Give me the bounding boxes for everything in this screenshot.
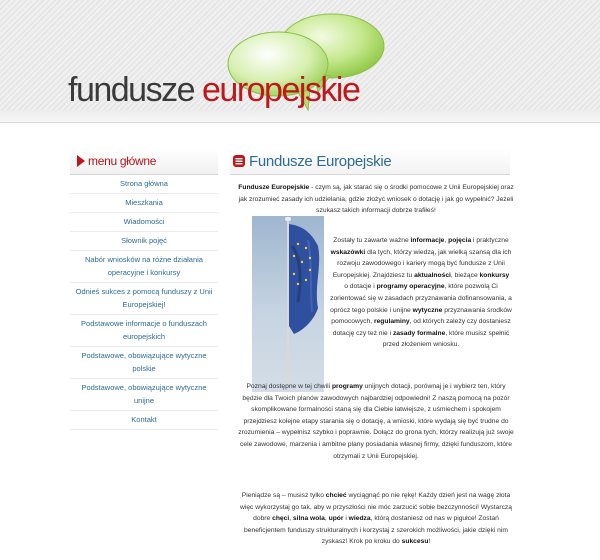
menu-item-basic-info[interactable]: Podstawowe informacje o funduszach europejskich bbox=[70, 315, 218, 347]
text: o dotacje i bbox=[344, 283, 377, 291]
bold-text: wytyczne bbox=[412, 306, 443, 314]
content-header bbox=[230, 148, 510, 175]
bold-text: pojęcia bbox=[448, 237, 472, 244]
bold-text: chcieć bbox=[325, 492, 347, 499]
intro-paragraph bbox=[236, 182, 516, 217]
site-logo[interactable] bbox=[68, 70, 359, 110]
text: Pieniądze są – musisz tylko bbox=[241, 492, 326, 499]
menu-arrow-icon bbox=[76, 155, 86, 167]
bold-text: silna wola bbox=[292, 515, 325, 523]
bold-text: programy bbox=[331, 383, 363, 390]
bold-text: upór bbox=[328, 515, 344, 523]
menu-item-success[interactable]: Odnieś sukces z pomocą funduszy z Unii Europejskiej! bbox=[70, 283, 218, 315]
menu-item-contact[interactable]: Kontakt bbox=[70, 411, 218, 430]
eu-flag-image bbox=[252, 216, 324, 392]
text: , bbox=[324, 515, 329, 523]
text: , bieżące bbox=[450, 271, 480, 279]
text: unijnych dotacji, porównaj je i wybierz ten, który będzie dla Twoich planów zawodowych najbardziej odpowiedni! Z naszą pomocą na pozór skomplikowane formalności staną się dla Ciebie łatwiejsze, z uśmiechem i spokojem przejdziesz kolejne etapy starania się o dotację, a wnioski, które wydają się być trudne do zrozumienia – wypełnisz szybko i poprawnie. Dołącz do grona tych, którzy realizują już swoje cele zawodowe, marzenia i ambitne plany posiadania własnej firmy, dzięki funduszom, które otrzymali z Unii Europejskiej. bbox=[238, 383, 514, 460]
menu-item-eu-guidelines[interactable]: Podstawowe, obowiązujące wytyczne unijne bbox=[70, 379, 218, 411]
text: , które musisz spełnić przed złożeniem wniosku. bbox=[382, 329, 510, 349]
text: , bbox=[289, 515, 293, 523]
menu-title: menu główne bbox=[88, 154, 157, 168]
text: przyznawania środków pomocowych, bbox=[331, 306, 512, 326]
sidebar bbox=[70, 148, 218, 430]
text: , bbox=[444, 237, 449, 244]
menu-item-news[interactable]: Wiadomości bbox=[70, 213, 218, 232]
menu-item-glossary[interactable]: Słownik pojęć bbox=[70, 232, 218, 251]
bold-text: programy operacyjne bbox=[376, 283, 445, 291]
body-paragraph-3 bbox=[236, 381, 516, 462]
menu-item-apartments[interactable]: Mieszkania bbox=[70, 194, 218, 213]
bold-text: chęci bbox=[272, 515, 290, 523]
text: , od których zależy czy dostaniesz dotację czy też nie i bbox=[332, 318, 511, 337]
logo-word-fundusze: fundusze bbox=[68, 71, 194, 109]
main-menu bbox=[70, 175, 218, 430]
text: Poznaj dostępne w tej chwili bbox=[246, 383, 332, 390]
bold-text: wiedza bbox=[348, 515, 371, 523]
bold-text: wskazówki bbox=[330, 248, 366, 256]
main-content bbox=[230, 148, 514, 546]
menu-item-calls[interactable]: Nabór wniosków na różne działania operacyjne i konkursy bbox=[70, 251, 218, 283]
text: , które pozwolą Ci zorientować się w zasadach przyznawania dofinansowania, a oprócz tego polskie i unijne bbox=[330, 283, 512, 314]
title-list-icon bbox=[233, 155, 245, 167]
bold-text: zasady formalne bbox=[392, 329, 446, 337]
text: Zostały tu zawarte ważne bbox=[333, 237, 411, 244]
bold-text: konkursy bbox=[479, 271, 510, 279]
body-paragraph-4 bbox=[236, 490, 516, 548]
logo-word-europejskie: europejskie bbox=[202, 71, 360, 109]
bold-text: aktualności bbox=[414, 271, 451, 279]
text: wyciągnąć po nie rękę! Każdy dzień jest na wagę złota więc wykorzystaj go tak, aby w przyszłości nie móc zarzucić sobie bezczynności! Wystarczą dobre bbox=[240, 492, 512, 523]
menu-header bbox=[70, 148, 218, 175]
bold-text: regulaminy bbox=[373, 318, 410, 326]
text: i bbox=[343, 515, 349, 523]
text: - czym są, jak starać się o środki pomocowe z Unii Europejskiej oraz jak zrozumieć zasady ich udzielania, gdzie złożyć wniosek o dotację i jak go wypełnić? Jeżeli szukasz takich informacji dobrze trafiłeś! bbox=[238, 184, 514, 215]
text: , którą dostaniesz od nas w pigułce! Zostań beneficjentem funduszy strukturalnych i korzystaj z szerokich możliwości, jakie dzięki nim zyskasz! Krok po kroku do bbox=[244, 515, 508, 546]
menu-item-home[interactable]: Strona główna bbox=[70, 175, 218, 194]
menu-item-polish-guidelines[interactable]: Podstawowe, obowiązujące wytyczne polskie bbox=[70, 347, 218, 379]
text: dla tych, którzy wiedzą, jak wielką szansą dla ich rozwoju zawodowego i kariery mogą być fundusze z Unii Europejskiej. Znajdziesz tu bbox=[332, 248, 512, 279]
bold-text: sukcesu bbox=[401, 538, 429, 546]
site-header bbox=[0, 0, 600, 123]
text: ! bbox=[428, 538, 431, 546]
text: i praktyczne bbox=[471, 237, 509, 244]
bold-text: informacje bbox=[410, 237, 445, 244]
body-paragraph-2 bbox=[330, 235, 512, 351]
page-title: Fundusze Europejskie bbox=[249, 153, 392, 170]
bold-text: Fundusze Europejskie bbox=[238, 184, 310, 191]
